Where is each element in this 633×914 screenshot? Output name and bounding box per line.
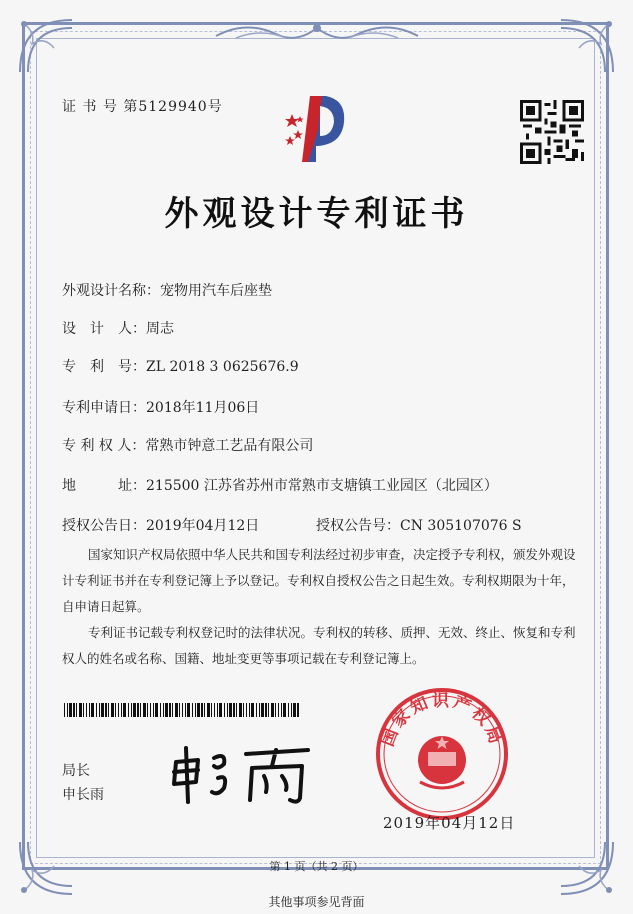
patentee-label: 专 利 权 人： (62, 438, 146, 454)
footer-note: 其他事项参见背面 (268, 895, 365, 909)
grant-date-value: 2019年04月12日 (146, 518, 260, 534)
corner-ornament-top-right (555, 14, 619, 78)
certificate-title: 外观设计专利证书 (164, 194, 469, 234)
barcode-icon (64, 703, 300, 717)
address-value: 215500 江苏省苏州市常熟市支塘镇工业园区（北园区） (146, 478, 498, 494)
statement-paragraphs (62, 542, 582, 672)
corner-ornament-top-left (14, 14, 78, 78)
address-row (62, 475, 498, 495)
svg-text:国家知识产权局: 国家知识产权局 (377, 691, 507, 750)
page-number: 第 1 页（共 2 页） (269, 860, 364, 873)
patentee-row (62, 435, 313, 455)
address-label: 地 址： (62, 478, 146, 494)
designer-value: 周志 (146, 321, 174, 337)
certificate-number: 证 书 号 第5129940号 (62, 99, 223, 115)
top-ornament (206, 16, 428, 48)
official-red-seal (374, 686, 510, 822)
grant-number-row (316, 515, 522, 535)
patent-office-logo-icon (282, 90, 352, 170)
grant-date-label: 授权公告日： (62, 518, 146, 534)
grant-date-row (62, 515, 259, 535)
design-name-row (62, 280, 272, 300)
designer-label: 设 计 人： (62, 321, 146, 337)
statement-paragraph-1: 国家知识产权局依照中华人民共和国专利法经过初步审查，决定授予专利权，颁发外观设计专利证书并在专利登记簿上予以登记。专利权自授权公告之日起生效。专利权期限为十年，自申请日起算。 (62, 547, 576, 614)
filing-date-value: 2018年11月06日 (146, 400, 260, 416)
designer-row (62, 318, 174, 338)
qr-code-icon (520, 100, 584, 164)
seal-date: 2019年04月12日 (383, 814, 516, 832)
patent-number-row (62, 356, 299, 376)
signatory-title: 局长 (62, 763, 90, 779)
signatory-name: 申长雨 (62, 787, 104, 803)
design-name-value: 宠物用汽车后座垫 (160, 283, 272, 299)
filing-date-row (62, 397, 259, 417)
handwritten-signature (168, 740, 318, 810)
grant-number-label: 授权公告号： (316, 518, 400, 534)
filing-date-label: 专利申请日： (62, 400, 146, 416)
statement-paragraph-2: 专利证书记载专利权登记时的法律状况。专利权的转移、质押、无效、终止、恢复和专利权人的姓名或名称、国籍、地址变更等事项记载在专利登记簿上。 (62, 625, 576, 666)
patentee-value: 常熟市钟意工艺品有限公司 (145, 438, 314, 454)
patent-number-label: 专 利 号： (62, 359, 146, 375)
grant-number-value: CN 305107076 S (400, 518, 522, 534)
patent-number-value: ZL 2018 3 0625676.9 (146, 359, 299, 375)
design-name-label: 外观设计名称： (62, 283, 160, 299)
